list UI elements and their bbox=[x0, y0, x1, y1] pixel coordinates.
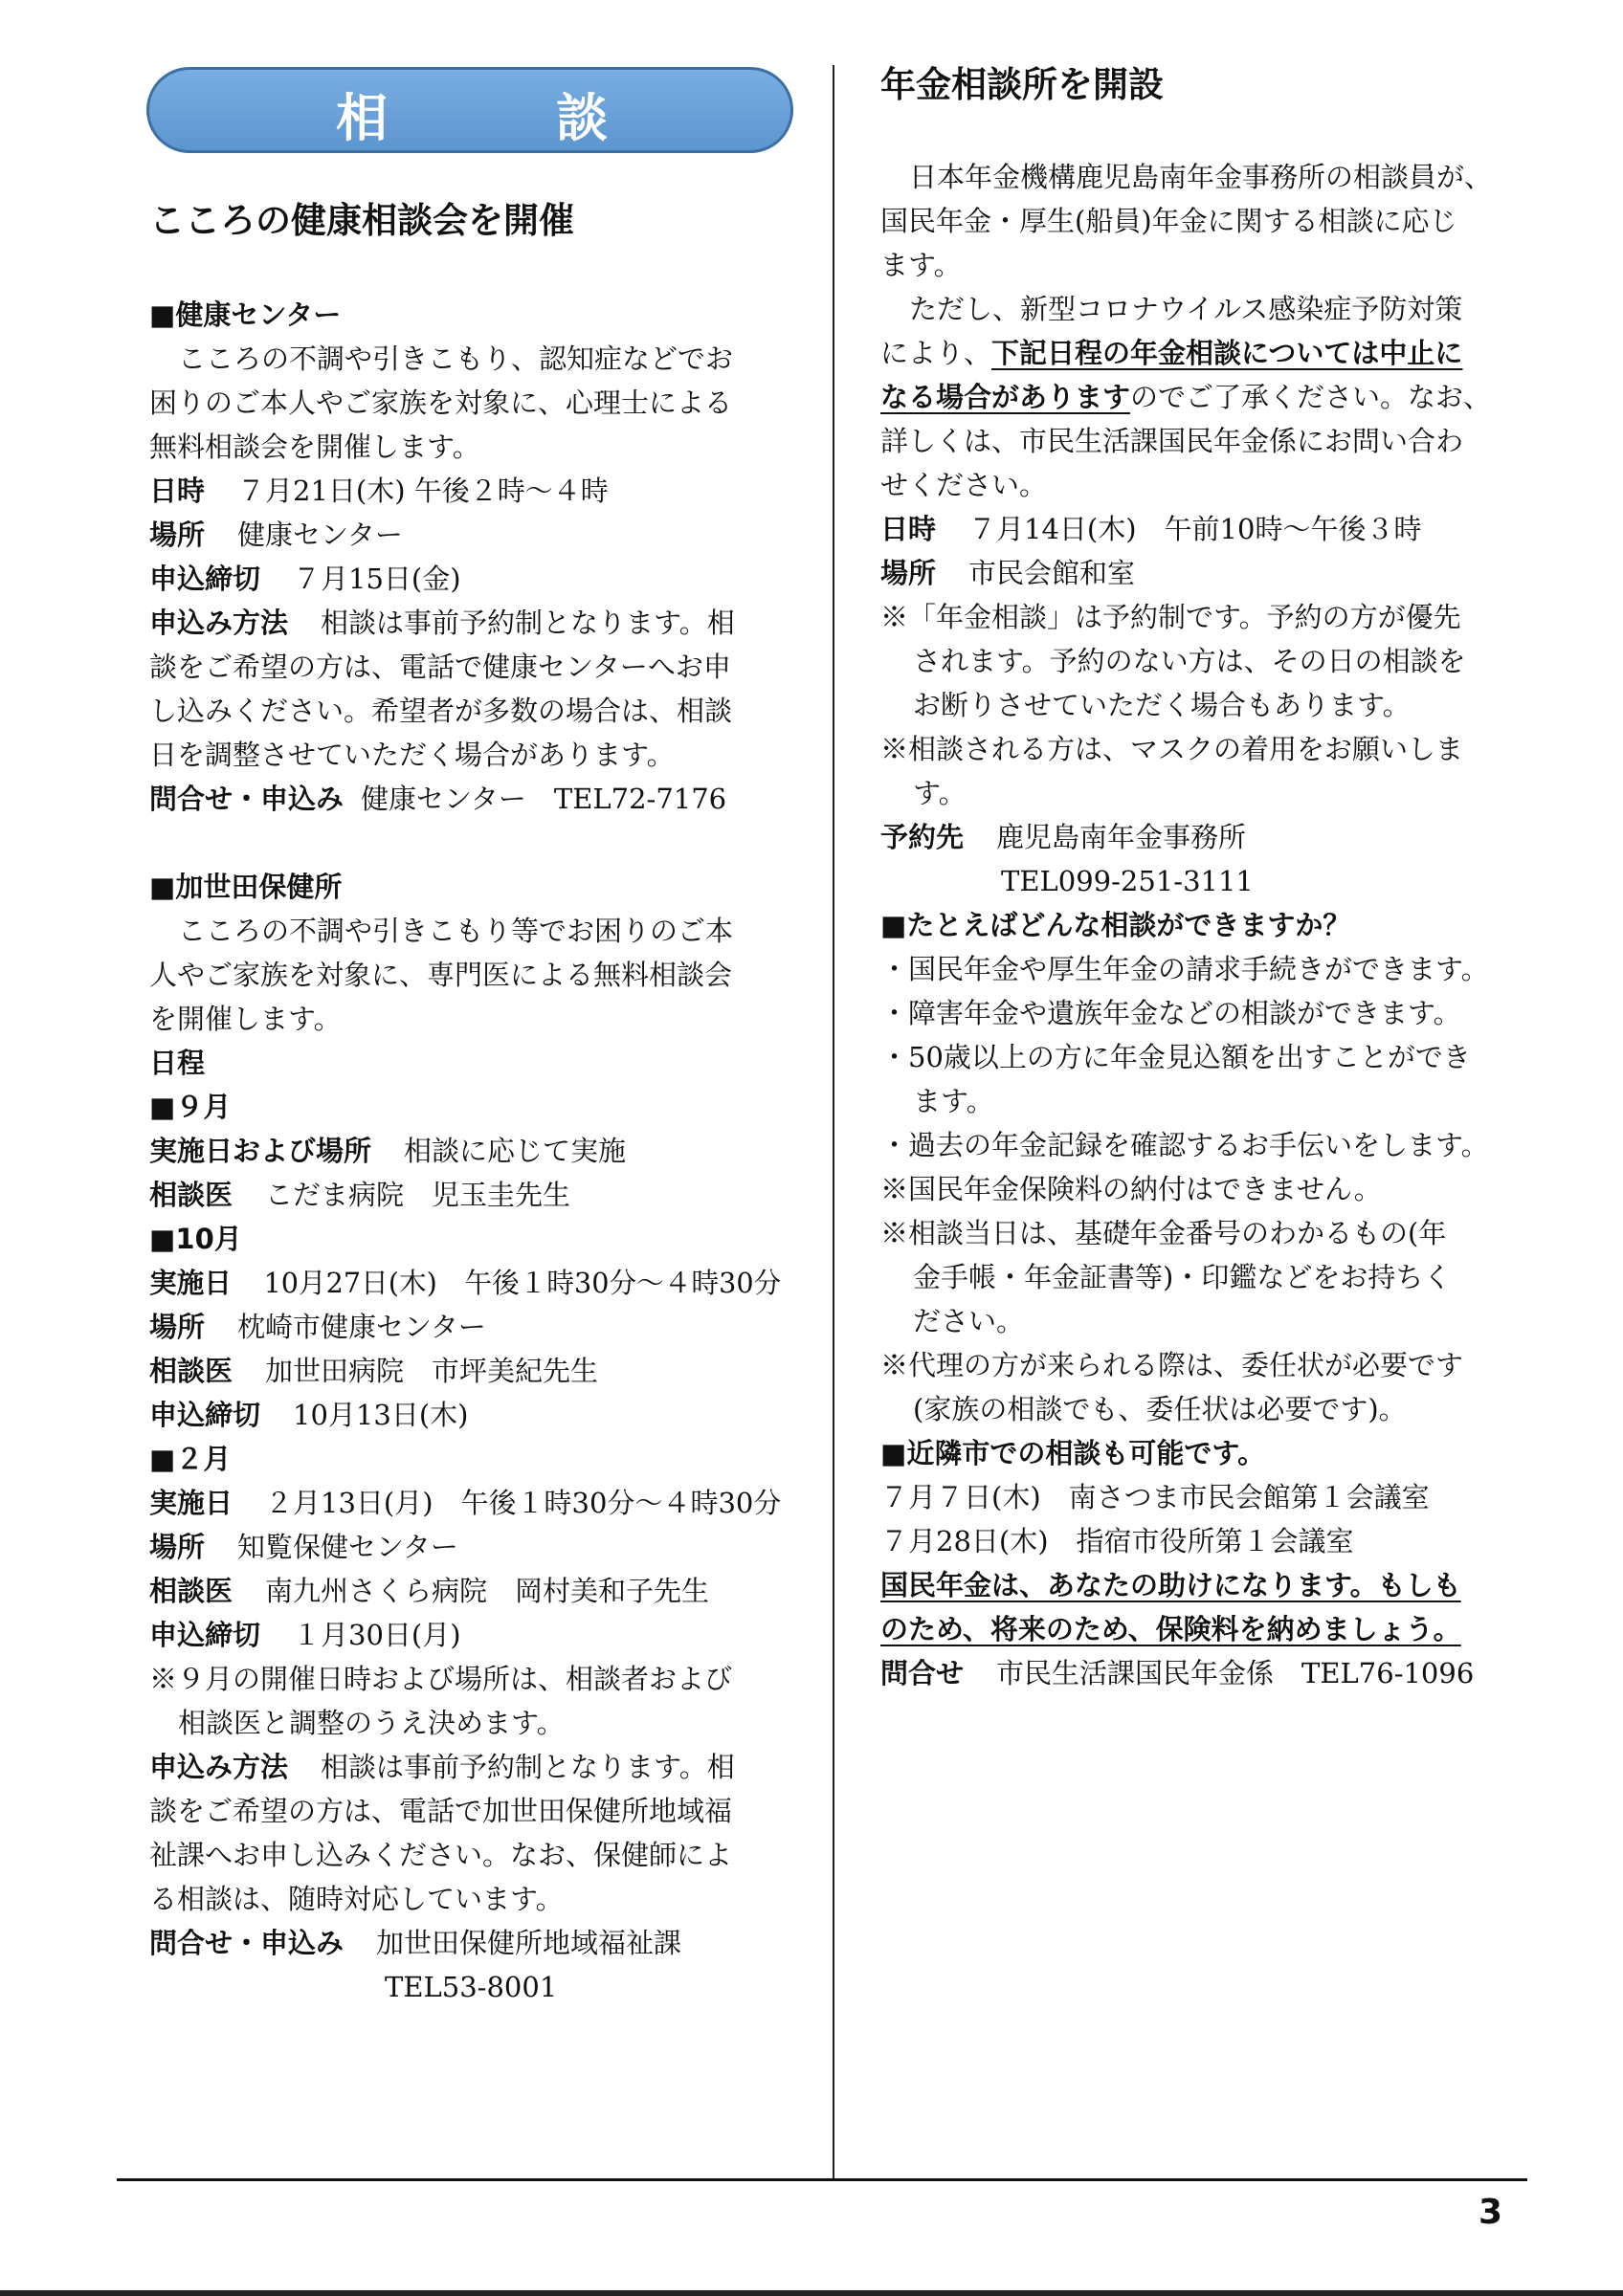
oct-date-label: 実施日 bbox=[149, 1267, 232, 1299]
schedule-label: 日程 bbox=[149, 1047, 206, 1079]
sep-doctor-row bbox=[149, 1173, 570, 1217]
oct-place: 枕崎市健康センター bbox=[237, 1311, 486, 1343]
r-place-label: 場所 bbox=[880, 557, 937, 589]
r-note-1a: ※「年金相談」は予約制です。予約の方が優先 bbox=[880, 601, 1461, 633]
kc-method-row bbox=[149, 601, 735, 645]
ks-method-label: 申込み方法 bbox=[149, 1751, 289, 1783]
oct-doctor: 加世田病院 市坪美紀先生 bbox=[265, 1355, 599, 1387]
r-para-7: 詳しくは、市民生活課国民年金係にお問い合わ bbox=[880, 425, 1464, 457]
r-para-5 bbox=[880, 331, 1462, 375]
oct-place-label: 場所 bbox=[149, 1311, 206, 1343]
kc-deadline-label: 申込締切 bbox=[149, 563, 261, 595]
oct-doctor-label: 相談医 bbox=[149, 1355, 233, 1387]
kc-deadline: ７月15日(金) bbox=[293, 563, 461, 595]
kc-contact-label: 問合せ・申込み bbox=[149, 783, 345, 815]
kc-heading: ■健康センター bbox=[149, 298, 342, 331]
ks-method-row bbox=[149, 1745, 735, 1789]
feb-place-row bbox=[149, 1525, 458, 1569]
sep-when-row bbox=[149, 1129, 626, 1173]
feb-doctor-label: 相談医 bbox=[149, 1575, 233, 1607]
r-date-label: 日時 bbox=[880, 513, 937, 545]
oct-deadline-row bbox=[149, 1393, 468, 1437]
left-title: こころの健康相談会を開催 bbox=[149, 200, 574, 241]
right-title: 年金相談所を開設 bbox=[880, 64, 1164, 105]
r-note-5b: (家族の相談でも、委任状は必要です)。 bbox=[913, 1393, 1407, 1425]
r-place: 市民会館和室 bbox=[968, 557, 1136, 589]
r-para-8: せください。 bbox=[880, 469, 1048, 501]
kc-method-2: 談をご希望の方は、電話で健康センターへお申 bbox=[149, 651, 731, 683]
r-near-2: ７月28日(木) 指宿市役所第１会議室 bbox=[880, 1525, 1354, 1557]
r-reserve-tel: TEL099-251-3111 bbox=[1001, 865, 1254, 897]
ks-para-1: こころの不調や引きこもり等でお困りのご本 bbox=[178, 915, 734, 947]
kc-method-1: 相談は事前予約制となります。相 bbox=[321, 607, 735, 639]
r-date: ７月14日(木) 午前10時～午後３時 bbox=[968, 513, 1422, 545]
ks-tel: TEL53-8001 bbox=[385, 1971, 558, 2003]
r-contact-row bbox=[880, 1651, 1474, 1695]
r-bullet-3a: ・50歳以上の方に年金見込額を出すことができ bbox=[880, 1041, 1471, 1073]
r-near-1: ７月７日(木) 南さつま市民会館第１会議室 bbox=[880, 1481, 1430, 1513]
feb-deadline-label: 申込締切 bbox=[149, 1619, 261, 1651]
r-reserve-label: 予約先 bbox=[880, 821, 965, 853]
kc-place-label: 場所 bbox=[149, 519, 206, 551]
feb-deadline-row bbox=[149, 1613, 461, 1657]
r-note-4a: ※相談当日は、基礎年金番号のわかるもの(年 bbox=[880, 1217, 1447, 1249]
r-note-4b: 金手帳・年金証書等)・印鑑などをお持ちく bbox=[913, 1261, 1452, 1293]
feb-deadline: １月30日(月) bbox=[293, 1619, 461, 1651]
oct-date-row bbox=[149, 1261, 781, 1305]
r-para-2: 国民年金・厚生(船員)年金に関する相談に応じ bbox=[880, 205, 1457, 237]
ks-method-2: 談をご希望の方は、電話で加世田保健所地域福 bbox=[149, 1795, 733, 1827]
sep-doctor-label: 相談医 bbox=[149, 1179, 233, 1211]
ks-method-1: 相談は事前予約制となります。相 bbox=[321, 1751, 735, 1783]
oct-doctor-row bbox=[149, 1349, 598, 1393]
kc-para-2: 困りのご本人やご家族を対象に、心理士による bbox=[149, 386, 733, 419]
kc-place-row bbox=[149, 513, 403, 557]
r-contact: 市民生活課国民年金係 TEL76-1096 bbox=[996, 1657, 1475, 1689]
oct-deadline-label: 申込締切 bbox=[149, 1399, 261, 1431]
r-bullet-2: ・障害年金や遺族年金などの相談ができます。 bbox=[880, 997, 1461, 1029]
feb-date: ２月13日(月) 午後１時30分～４時30分 bbox=[265, 1487, 782, 1519]
r-para-5b: 下記日程の年金相談については中止に bbox=[991, 337, 1463, 369]
feb-place-label: 場所 bbox=[149, 1531, 206, 1563]
footer-rule bbox=[117, 2178, 1527, 2181]
sep-doctor: こだま病院 児玉圭先生 bbox=[265, 1179, 571, 1211]
r-note-5a: ※代理の方が来られる際は、委任状が必要です bbox=[880, 1349, 1464, 1381]
r-q-heading: ■たとえばどんな相談ができますか？ bbox=[880, 909, 1351, 941]
page-number: 3 bbox=[1478, 2193, 1503, 2232]
r-note-3: ※国民年金保険料の納付はできません。 bbox=[880, 1173, 1382, 1205]
r-para-3: ます。 bbox=[880, 249, 962, 281]
r-reserve: 鹿児島南年金事務所 bbox=[996, 821, 1247, 853]
feb-doctor-row bbox=[149, 1569, 709, 1613]
kc-method-3: し込みください。希望者が多数の場合は、相談 bbox=[149, 695, 733, 727]
oct-place-row bbox=[149, 1305, 486, 1349]
bottom-edge-rule bbox=[0, 2290, 1623, 2296]
sep-when-label: 実施日および場所 bbox=[149, 1135, 372, 1167]
r-para-1: 日本年金機構鹿児島南年金事務所の相談員が、 bbox=[909, 161, 1493, 193]
banner-char-2: 談 bbox=[556, 88, 610, 148]
r-date-row bbox=[880, 507, 1421, 551]
feb-date-row bbox=[149, 1481, 781, 1525]
r-note-4c: ださい。 bbox=[913, 1305, 1025, 1337]
oct-heading: ■10月 bbox=[149, 1223, 242, 1255]
r-note-1b: されます。予約のない方は、その日の相談を bbox=[913, 645, 1466, 677]
ks-heading: ■加世田保健所 bbox=[149, 871, 343, 903]
kc-date-row bbox=[149, 469, 609, 513]
ks-contact-label: 問合せ・申込み bbox=[149, 1927, 345, 1959]
ks-para-2: 人やご家族を対象に、専門医による無料相談会 bbox=[149, 959, 733, 991]
oct-date: 10月27日(木) 午後１時30分～４時30分 bbox=[263, 1267, 782, 1299]
feb-heading: ■２月 bbox=[149, 1443, 232, 1475]
banner-char-1: 相 bbox=[336, 88, 389, 148]
feb-place: 知覧保健センター bbox=[237, 1531, 458, 1563]
ks-contact-row bbox=[149, 1921, 681, 1965]
r-note-2a: ※相談される方は、マスクの着用をお願いしま bbox=[880, 733, 1464, 765]
r-note-1c: お断りさせていただく場合もあります。 bbox=[913, 689, 1411, 721]
r-bullet-4: ・過去の年金記録を確認するお手伝いをします。 bbox=[880, 1129, 1489, 1161]
kc-contact-row bbox=[149, 777, 726, 821]
kc-method-4: 日を調整させていただく場合があります。 bbox=[149, 739, 675, 771]
kc-date: ７月21日(木) 午後２時～４時 bbox=[237, 475, 609, 507]
kc-method-label: 申込み方法 bbox=[149, 607, 289, 639]
r-para-6a: なる場合があります bbox=[880, 381, 1131, 413]
r-para-6 bbox=[880, 375, 1491, 419]
r-note-2b: す。 bbox=[913, 777, 967, 809]
ks-contact: 加世田保健所地域福祉課 bbox=[376, 1927, 682, 1959]
note-1b: 相談医と調整のうえ決めます。 bbox=[178, 1707, 565, 1739]
r-para-4: ただし、新型コロナウイルス感染症予防対策 bbox=[909, 293, 1463, 325]
column-divider bbox=[833, 65, 834, 2179]
kc-date-label: 日時 bbox=[149, 475, 206, 507]
feb-date-label: 実施日 bbox=[149, 1487, 233, 1519]
kc-para-3: 無料相談会を開催します。 bbox=[149, 430, 480, 463]
section-banner bbox=[146, 67, 793, 153]
kc-contact: 健康センター TEL72-7176 bbox=[361, 783, 727, 815]
r-slogan-2: のため、将来のため、保険料を納めましょう。 bbox=[880, 1613, 1461, 1645]
r-para-5a: により、 bbox=[880, 337, 992, 369]
r-place-row bbox=[880, 551, 1135, 595]
oct-deadline: 10月13日(木) bbox=[293, 1399, 469, 1431]
r-bullet-1: ・国民年金や厚生年金の請求手続きができます。 bbox=[880, 953, 1489, 985]
r-contact-label: 問合せ bbox=[880, 1657, 965, 1689]
kc-place: 健康センター bbox=[237, 519, 403, 551]
kc-para-1: こころの不調や引きこもり、認知症などでお bbox=[178, 342, 734, 375]
note-1a: ※９月の開催日時および場所は、相談者および bbox=[149, 1663, 733, 1695]
ks-method-3: 祉課へお申し込みください。なお、保健師によ bbox=[149, 1839, 733, 1871]
kc-deadline-row bbox=[149, 557, 461, 601]
feb-doctor: 南九州さくら病院 岡村美和子先生 bbox=[265, 1575, 710, 1607]
ks-para-3: を開催します。 bbox=[149, 1003, 342, 1035]
r-bullet-3b: ます。 bbox=[913, 1085, 994, 1117]
sep-when: 相談に応じて実施 bbox=[404, 1135, 627, 1167]
sep-heading: ■９月 bbox=[149, 1091, 232, 1123]
r-reserve-row bbox=[880, 815, 1246, 859]
ks-method-4: る相談は、随時対応しています。 bbox=[149, 1883, 564, 1915]
r-near-heading: ■近隣市での相談も可能です。 bbox=[880, 1437, 1266, 1469]
r-para-6b: のでご了承ください。なお、 bbox=[1130, 381, 1492, 413]
r-slogan-1: 国民年金は、あなたの助けになります。もしも bbox=[880, 1569, 1461, 1601]
